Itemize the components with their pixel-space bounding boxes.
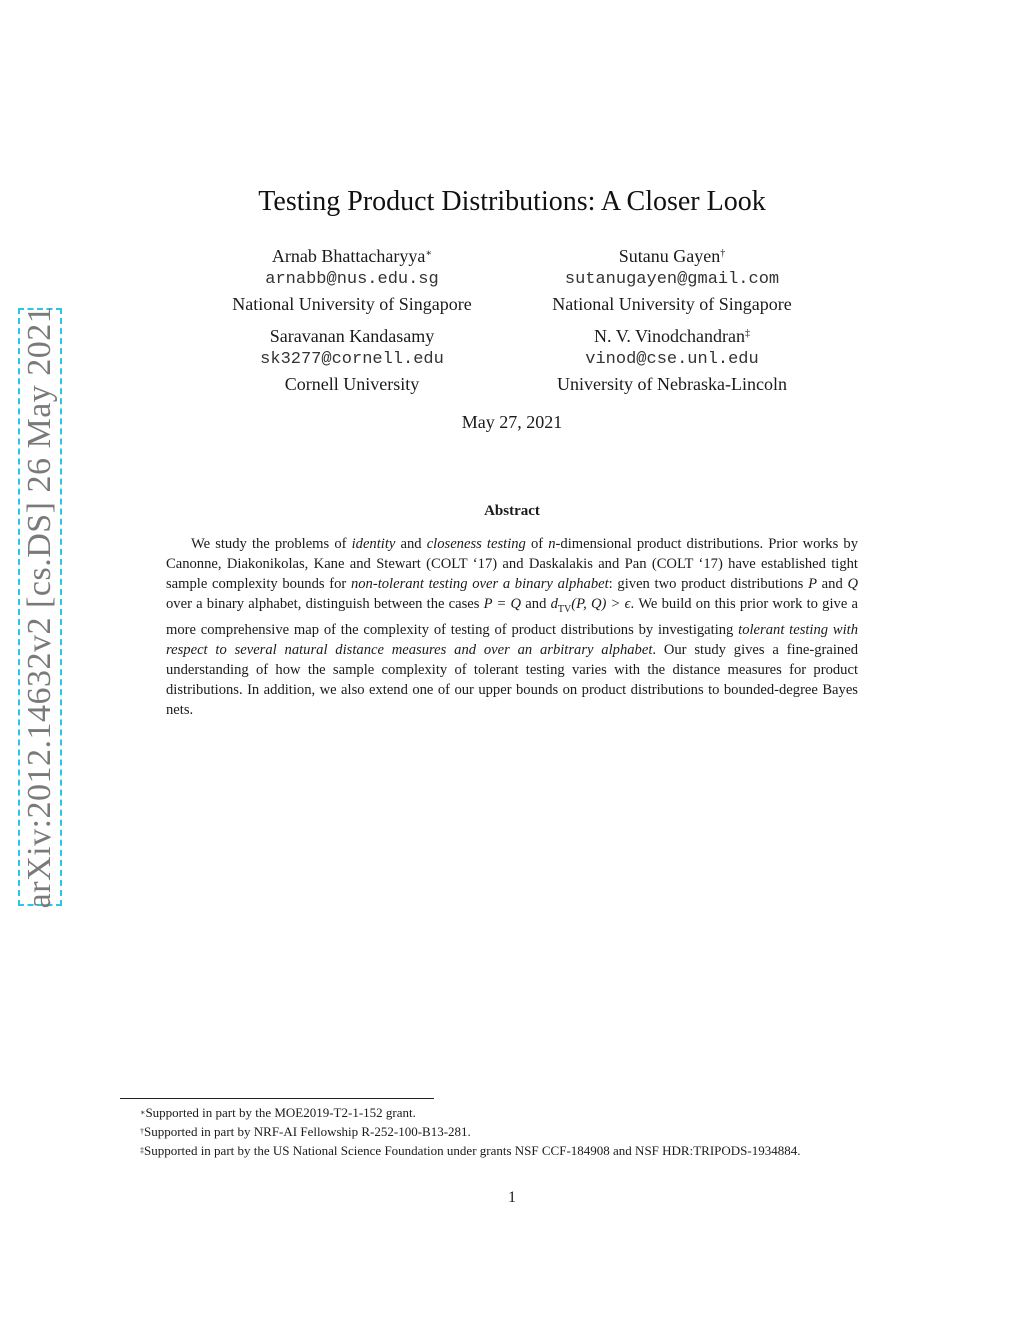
math-n: n [548,536,556,552]
math-dtv: d [550,596,558,612]
author-1 [192,244,512,316]
author-email: sutanugayen@gmail.com [564,270,780,289]
author-email: arnabb@nus.edu.sg [265,270,439,289]
page-number: 1 [508,1189,516,1206]
author-footnote-mark: ‡ [744,328,750,339]
paper-title: Testing Product Distributions: A Closer Look [258,186,766,217]
math-dtv-subscript: TV [557,603,572,615]
author-3 [192,324,512,396]
author-name: Sutanu Gayen† [618,246,726,266]
arxiv-stamp-text: arXiv:2012.14632v2 [cs.DS] 26 May 2021 [21,305,58,909]
author-4 [512,324,832,396]
abstract-heading: Abstract [484,503,540,519]
author-email: sk3277@cornell.edu [260,350,444,369]
paper-date: May 27, 2021 [461,412,563,432]
footnote-2: †Supported in part by NRF-AI Fellowship R-252-100-B13-281. [140,1124,471,1139]
emphasis-non-tolerant-testing: non-tolerant testing over a binary alphabet [350,576,609,592]
author-name: N. V. Vinodchandran‡ [594,326,750,346]
author-name: Saravanan Kandasamy [269,326,435,346]
math-p: P [808,576,817,592]
emphasis-closeness-testing: closeness testing [426,536,526,552]
emphasis-tolerant-testing: tolerant testing with respect to several natural distance measures and over an arbitrary alphabet [166,621,859,658]
author-affiliation: National University of Singapore [552,294,792,314]
math-dtv-args: (P, Q) > ϵ [571,596,631,612]
math-p-equals-q: P = Q [483,596,522,612]
author-email: vinod@cse.unl.edu [585,350,759,369]
footnote-3: ‡Supported in part by the US National Science Foundation under grants NSF CCF-184908 and NSF HDR:TRIPODS-1934884. [140,1143,801,1158]
author-footnote-mark: † [720,248,726,259]
author-footnote-mark: ∗ [425,248,433,259]
math-q: Q [847,576,858,592]
footnote-divider [120,1098,434,1099]
author-affiliation: Cornell University [284,374,420,394]
author-affiliation: University of Nebraska-Lincoln [557,374,787,394]
footnote-1: ∗Supported in part by the MOE2019-T2-1-152 grant. [140,1105,416,1120]
emphasis-identity: identity [351,536,396,552]
arxiv-stamp [18,305,62,909]
footnotes [140,1103,940,1160]
abstract-body: We study the problems of identity and closeness testing of n-dimensional product distributions. Prior works by Canonne, Diakonikolas, Kane and Stewart (COLT ‘17) and Daskalakis and Pan (COLT ‘17) have established tight sample complexity bounds for non-tolerant testing over a binary alphabet: given two product distributions P and Q over a binary alphabet, distinguish between the cases P = Q and $d_{TV}(P$, Q) > ϵ. We build on this prior work to give a more comprehensive map of the complexity of testing of product distributions by investigating tolerant testing with respect to several natural distance measures and over an arbitrary alphabet. Our study gives a fine-grained understanding of how the sample complexity of tolerant testing varies with the distance measures for product distributions. In addition, we also extend one of our upper bounds on product distributions to bounded-degree Bayes nets. [166,536,859,718]
author-name: Arnab Bhattacharyya∗ [271,246,433,266]
author-2 [512,244,832,316]
author-affiliation: National University of Singapore [232,294,472,314]
